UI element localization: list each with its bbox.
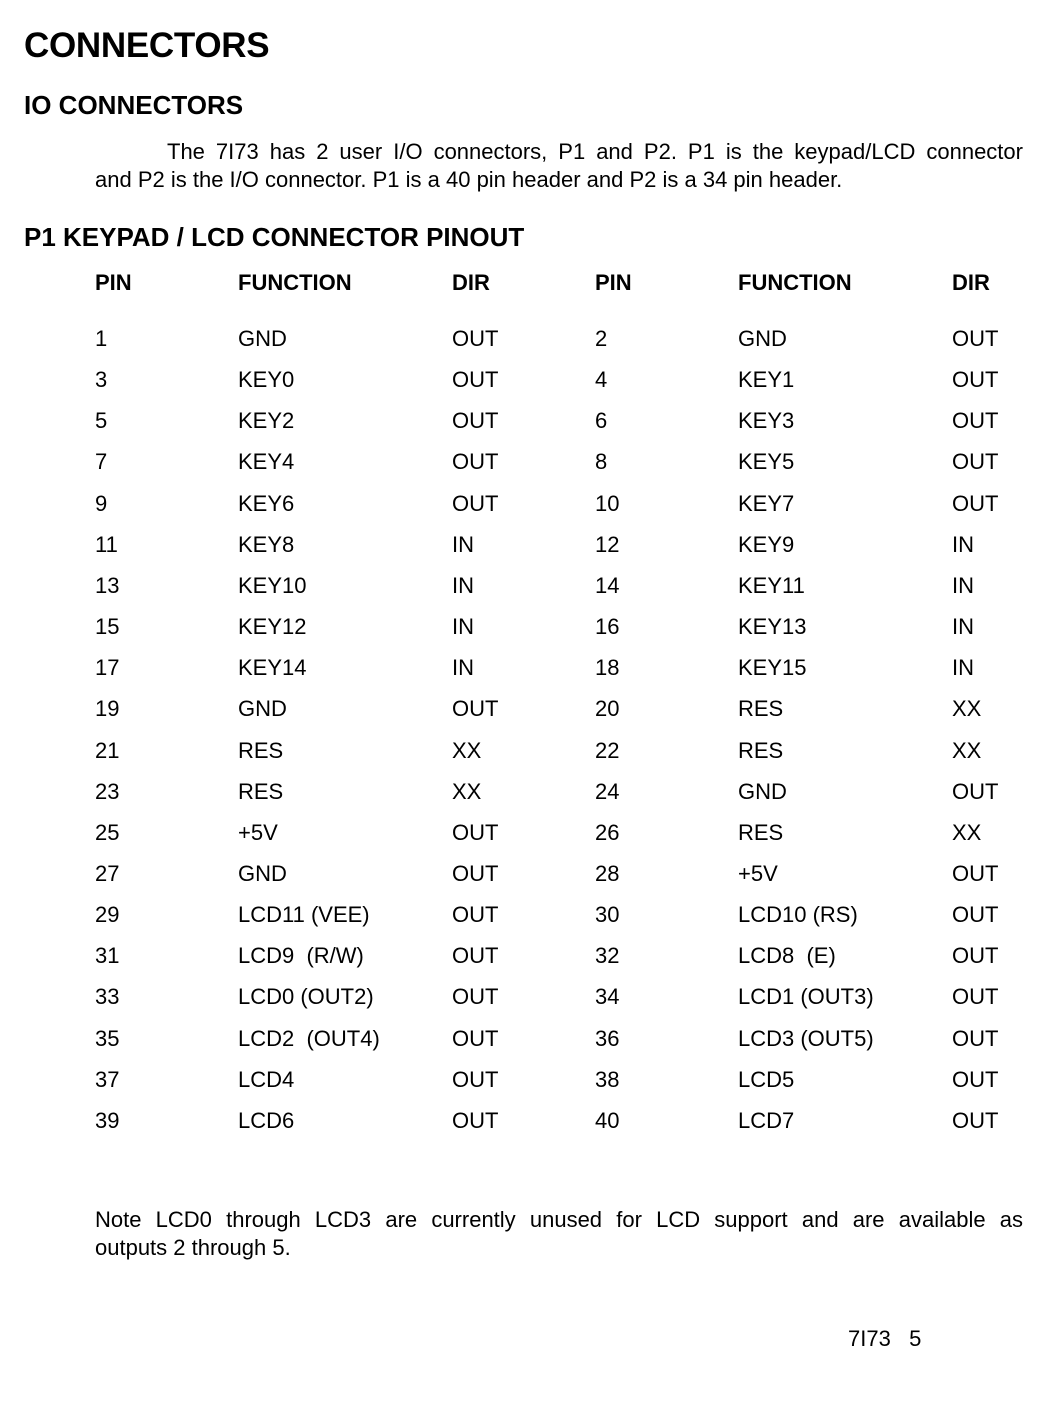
pin-cell: 28	[595, 860, 620, 886]
pin-cell: 4	[595, 367, 608, 393]
dir-cell: OUT	[452, 449, 499, 475]
function-cell: LCD6	[238, 1107, 295, 1133]
pin-cell: 34	[595, 984, 620, 1010]
dir-cell: OUT	[452, 902, 499, 928]
page-footer: 7I73 5	[848, 1326, 922, 1351]
pin-cell: 8	[595, 449, 608, 475]
dir-cell: OUT	[452, 819, 499, 845]
pin-cell: 32	[595, 943, 620, 969]
function-cell: KEY15	[738, 655, 807, 681]
header-dir: DIR	[952, 270, 990, 295]
pin-cell: 12	[595, 531, 620, 557]
dir-cell: IN	[952, 572, 974, 598]
note-line-1: Note LCD0 through LCD3 are currently unused for LCD support and are available as	[95, 1207, 1023, 1232]
function-cell: LCD5	[738, 1066, 795, 1092]
note-line-2: outputs 2 through 5.	[95, 1235, 291, 1260]
function-cell: LCD4	[238, 1066, 295, 1092]
pin-cell: 18	[595, 655, 620, 681]
function-cell: LCD2 (OUT4)	[238, 1025, 380, 1051]
dir-cell: OUT	[452, 1107, 499, 1133]
pin-cell: 2	[595, 326, 608, 351]
pin-cell: 35	[95, 1025, 120, 1051]
dir-cell: IN	[952, 614, 974, 640]
header-function: FUNCTION	[738, 270, 852, 295]
function-cell: KEY6	[238, 490, 295, 516]
dir-cell: IN	[952, 655, 974, 681]
dir-cell: OUT	[452, 696, 499, 722]
function-cell: GND	[738, 778, 787, 804]
page-title: CONNECTORS	[24, 26, 270, 65]
intro-line-1: The 7I73 has 2 user I/O connectors, P1 and P2. P1 is the keypad/LCD connector	[167, 139, 1023, 164]
pin-cell: 29	[95, 902, 120, 928]
dir-cell: OUT	[452, 326, 499, 351]
dir-cell: OUT	[952, 778, 999, 804]
dir-cell: OUT	[452, 408, 499, 434]
function-cell: RES	[738, 819, 784, 845]
function-cell: RES	[238, 737, 284, 763]
pin-cell: 30	[595, 902, 620, 928]
function-cell: KEY1	[738, 367, 795, 393]
pin-cell: 19	[95, 696, 120, 722]
header-pin: PIN	[95, 270, 132, 295]
pin-cell: 3	[95, 367, 108, 393]
dir-cell: OUT	[952, 1025, 999, 1051]
pin-cell: 38	[595, 1066, 620, 1092]
function-cell: KEY14	[238, 655, 307, 681]
pin-cell: 39	[95, 1107, 120, 1133]
pin-cell: 5	[95, 408, 108, 434]
pin-cell: 13	[95, 572, 120, 598]
dir-cell: OUT	[952, 367, 999, 393]
dir-cell: IN	[452, 655, 474, 681]
function-cell: KEY4	[238, 449, 295, 475]
dir-cell: OUT	[952, 490, 999, 516]
dir-cell: XX	[452, 737, 482, 763]
dir-cell: OUT	[952, 943, 999, 969]
function-cell: KEY5	[738, 449, 795, 475]
pin-cell: 15	[95, 614, 120, 640]
dir-cell: OUT	[952, 902, 999, 928]
pin-cell: 33	[95, 984, 120, 1010]
function-cell: LCD7	[738, 1107, 795, 1133]
pin-cell: 10	[595, 490, 620, 516]
dir-cell: XX	[452, 778, 482, 804]
pin-cell: 1	[95, 326, 108, 351]
pin-cell: 14	[595, 572, 620, 598]
dir-cell: OUT	[452, 1025, 499, 1051]
function-cell: GND	[238, 326, 287, 351]
function-cell: GND	[738, 326, 787, 351]
function-cell: KEY12	[238, 614, 307, 640]
function-cell: LCD3 (OUT5)	[738, 1025, 874, 1051]
pin-cell: 37	[95, 1066, 120, 1092]
note-paragraph	[95, 1206, 1023, 1262]
pinout-heading: P1 KEYPAD / LCD CONNECTOR PINOUT	[24, 222, 525, 252]
dir-cell: OUT	[952, 1107, 999, 1133]
function-cell: GND	[238, 860, 287, 886]
function-cell: KEY7	[738, 490, 795, 516]
pin-cell: 31	[95, 943, 120, 969]
pin-cell: 25	[95, 819, 120, 845]
function-cell: RES	[238, 778, 284, 804]
pin-cell: 7	[95, 449, 108, 475]
section-heading: IO CONNECTORS	[24, 90, 244, 120]
dir-cell: XX	[952, 696, 982, 722]
header-function: FUNCTION	[238, 270, 352, 295]
dir-cell: IN	[452, 614, 474, 640]
pin-cell: 11	[95, 531, 118, 557]
function-cell: +5V	[238, 819, 278, 845]
dir-cell: OUT	[452, 943, 499, 969]
pin-cell: 9	[95, 490, 108, 516]
function-cell: KEY2	[238, 408, 295, 434]
function-cell: LCD9 (R/W)	[238, 943, 364, 969]
intro-paragraph	[95, 138, 1023, 194]
pin-cell: 23	[95, 778, 120, 804]
function-cell: +5V	[738, 860, 778, 886]
function-cell: RES	[738, 737, 784, 763]
pin-cell: 21	[95, 737, 120, 763]
dir-cell: OUT	[952, 860, 999, 886]
dir-cell: OUT	[452, 1066, 499, 1092]
function-cell: LCD0 (OUT2)	[238, 984, 374, 1010]
function-cell: GND	[238, 696, 287, 722]
dir-cell: OUT	[952, 1066, 999, 1092]
function-cell: KEY13	[738, 614, 807, 640]
function-cell: RES	[738, 696, 784, 722]
pin-cell: 16	[595, 614, 620, 640]
function-cell: KEY0	[238, 367, 295, 393]
function-cell: LCD8 (E)	[738, 943, 836, 969]
dir-cell: IN	[452, 572, 474, 598]
dir-cell: IN	[952, 531, 974, 557]
dir-cell: OUT	[952, 449, 999, 475]
dir-cell: XX	[952, 737, 982, 763]
pin-cell: 17	[95, 655, 120, 681]
function-cell: KEY10	[238, 572, 307, 598]
pin-cell: 22	[595, 737, 620, 763]
dir-cell: OUT	[452, 860, 499, 886]
function-cell: LCD1 (OUT3)	[738, 984, 874, 1010]
pin-cell: 36	[595, 1025, 620, 1051]
pin-cell: 26	[595, 819, 620, 845]
pin-cell: 27	[95, 860, 120, 886]
function-cell: LCD10 (RS)	[738, 902, 858, 928]
pin-cell: 6	[595, 408, 608, 434]
pin-cell: 40	[595, 1107, 620, 1133]
function-cell: KEY9	[738, 531, 795, 557]
header-dir: DIR	[452, 270, 490, 295]
header-pin: PIN	[595, 270, 632, 295]
intro-line-2: and P2 is the I/O connector. P1 is a 40 pin header and P2 is a 34 pin header.	[95, 167, 843, 192]
dir-cell: XX	[952, 819, 982, 845]
pin-cell: 20	[595, 696, 620, 722]
dir-cell: IN	[452, 531, 474, 557]
function-cell: LCD11 (VEE)	[238, 902, 370, 928]
dir-cell: OUT	[452, 367, 499, 393]
function-cell: KEY8	[238, 531, 295, 557]
dir-cell: OUT	[952, 326, 999, 351]
dir-cell: OUT	[952, 408, 999, 434]
dir-cell: OUT	[452, 490, 499, 516]
function-cell: KEY11	[738, 572, 805, 598]
function-cell: KEY3	[738, 408, 795, 434]
dir-cell: OUT	[452, 984, 499, 1010]
dir-cell: OUT	[952, 984, 999, 1010]
pin-cell: 24	[595, 778, 620, 804]
